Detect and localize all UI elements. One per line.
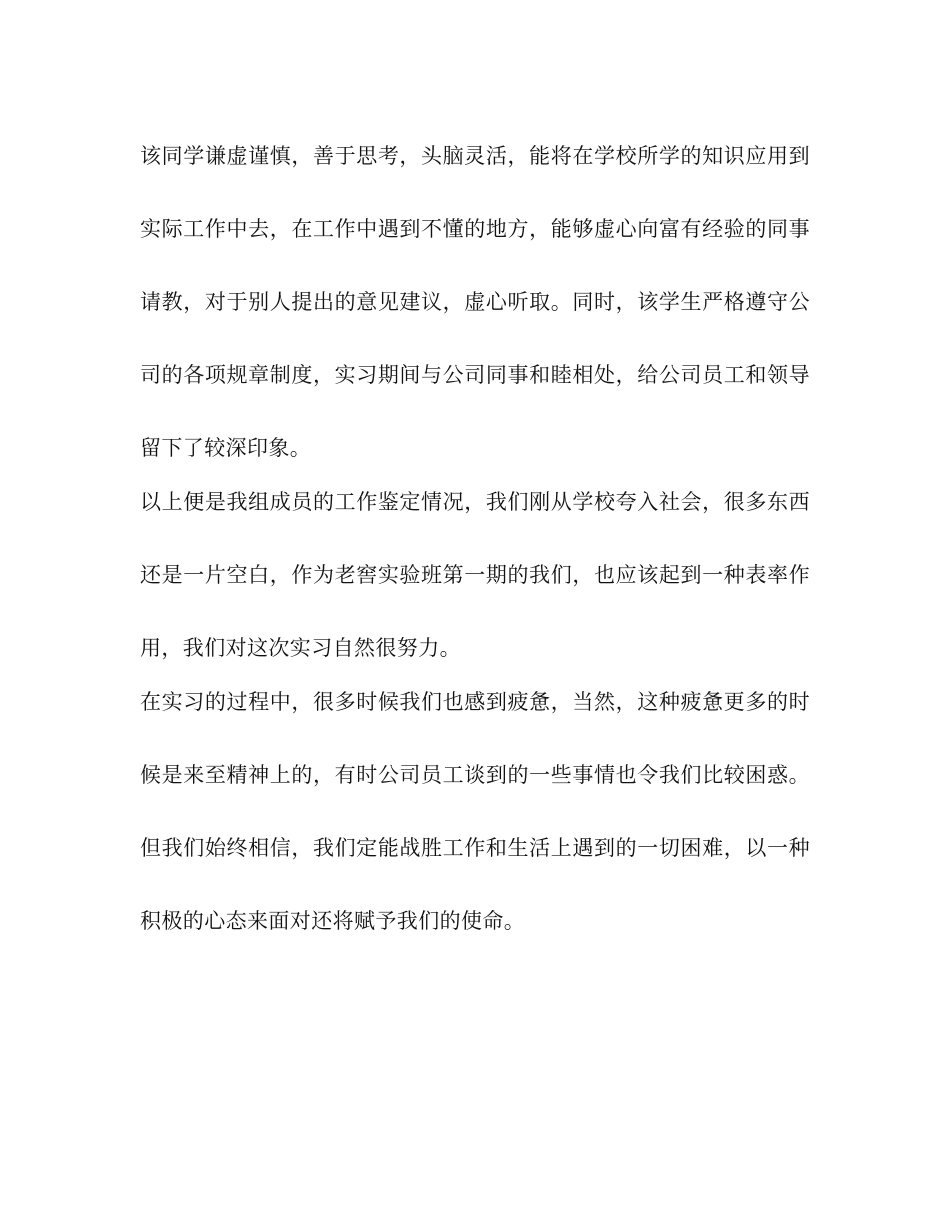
paragraph-summary: 以上便是我组成员的工作鉴定情况，我们刚从学校夸入社会，很多东西还是一片空白，作为老窖实验班第一期的我们，也应该起到一种表率作用，我们对这次实习自然很努力。 — [140, 490, 810, 660]
paragraph-reflection: 在实习的过程中，很多时候我们也感到疲惫，当然，这种疲惫更多的时候是来至精神上的，有时公司员工谈到的一些事情也令我们比较困惑。但我们始终相信，我们定能战胜工作和生活上遇到的一切困难，以一种积极的心态来面对还将赋予我们的使命。 — [140, 690, 810, 933]
document-body — [140, 120, 810, 958]
paragraph-evaluation: 该同学谦虚谨慎，善于思考，头脑灵活，能将在学校所学的知识应用到实际工作中去，在工作中遇到不懂的地方，能够虚心向富有经验的同事请教，对于别人提出的意见建议，虚心听取。同时，该学生严格遵守公司的各项规章制度，实习期间与公司同事和睦相处，给公司员工和领导留下了较深印象。 — [140, 144, 810, 460]
